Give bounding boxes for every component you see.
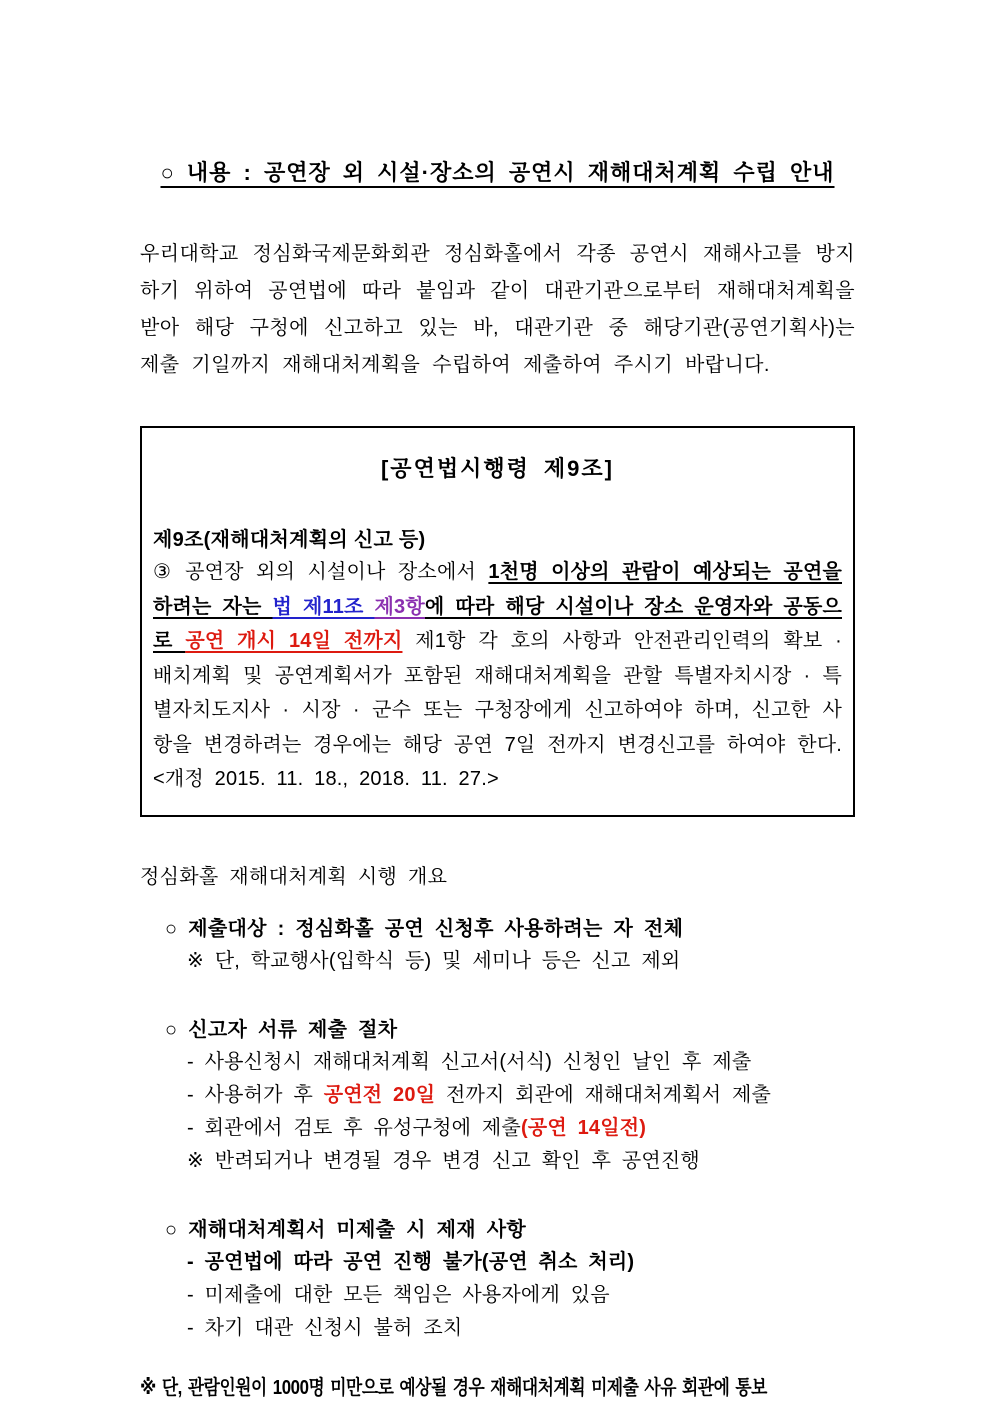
submission-target-note: ※ 단, 학교행사(입학식 등) 및 세미나 등은 신고 제외 (187, 949, 681, 972)
clause-emphasis-purple: 제3항 (374, 595, 425, 618)
attendance-footnote: ※ 단, 관람인원이 1000명 미만으로 예상될 경우 재해대처계획 미제출 사유 회관에 통보 (140, 1376, 767, 1399)
clause-emphasis-blue: 법 제11조 (272, 595, 375, 618)
section-procedure (140, 1014, 855, 1178)
procedure-item-3 (187, 1112, 855, 1145)
procedure-item-2-text-tail: 전까지 회관에 재해대처계획서 제출 (435, 1083, 772, 1106)
law-quote-box (140, 426, 855, 817)
procedure-item-3-highlight: (공연 14일전) (520, 1116, 647, 1139)
clause-suffix: 제1항 각 호의 사항과 안전관리인력의 확보 · 배치계획 및 공연계획서가 포함된 재해대처계획을 관할 특별자치시장 · 특별자치도지사 · 시장 · 군수 또는 구청장에게 신고하여야 하며, 신고한 사항을 변경하려는 경우에는 해당 공연 7일 전까지 변경신고를 하여야 한다. <개정 2015. 11. 18., 2018. 11. 27.> (153, 630, 843, 790)
sanctions-title: ○ 재해대처계획서 미제출 시 제재 사항 (165, 1218, 526, 1241)
procedure-item-2-highlight: 공연전 20일 (323, 1083, 436, 1106)
submission-target-title: ○ 제출대상 : 정심화홀 공연 신청후 사용하려는 자 전체 (165, 917, 684, 940)
document-title: ○ 내용 : 공연장 외 시설·장소의 공연시 재해대처계획 수립 안내 (160, 160, 835, 185)
overview-heading: 정심화홀 재해대처계획 시행 개요 (140, 865, 448, 888)
law-box-title: [공연법시행령 제9조] (380, 456, 615, 481)
sanctions-item-2: - 미제출에 대한 모든 책임은 사용자에게 있음 (187, 1283, 610, 1306)
sanctions-item-1: - 공연법에 따라 공연 진행 불가(공연 취소 처리) (187, 1250, 635, 1273)
procedure-item-2 (187, 1079, 855, 1112)
clause-emphasis-black-2: 에 따라 해당 시설이나 장소 운영자와 공동으로 (153, 595, 842, 652)
procedure-item-1: - 사용신청시 재해대처계획 신고서(서식) 신청인 날인 후 제출 (187, 1050, 752, 1073)
procedure-item-2-text: - 사용허가 후 (187, 1083, 324, 1106)
intro-paragraph: 우리대학교 정심화국제문화회관 정심화홀에서 각종 공연시 재해사고를 방지하기 위하여 공연법에 따라 붙임과 같이 대관기관으로부터 재해대처계획을 받아 해당 구청에 신고하고 있는 바, 대관기관 중 해당기관(공연기획사)는 제출 기일까지 재해대처계획을 수립하여 제출하여 주시기 바랍니다. (140, 243, 855, 376)
sanctions-item-3: - 차기 대관 신청시 불허 조치 (187, 1316, 463, 1339)
procedure-title: ○ 신고자 서류 제출 절차 (165, 1018, 398, 1041)
section-sanctions (140, 1214, 855, 1345)
clause-emphasis-black-1: 1천명 이상의 관람이 예상되는 공연을 하려는 자는 (153, 561, 842, 618)
clause-emphasis-red: 공연 개시 14일 전까지 (185, 630, 403, 652)
article-heading: 제9조(재해대처계획의 신고 등) (153, 529, 426, 551)
clause-prefix: ③ 공연장 외의 시설이나 장소에서 (153, 561, 489, 583)
law-clause-paragraph (153, 555, 842, 797)
procedure-note: ※ 반려되거나 변경될 경우 변경 신고 확인 후 공연진행 (187, 1149, 700, 1172)
procedure-item-3-text: - 회관에서 검토 후 유성구청에 제출 (187, 1116, 521, 1139)
section-submission-target (140, 913, 855, 978)
